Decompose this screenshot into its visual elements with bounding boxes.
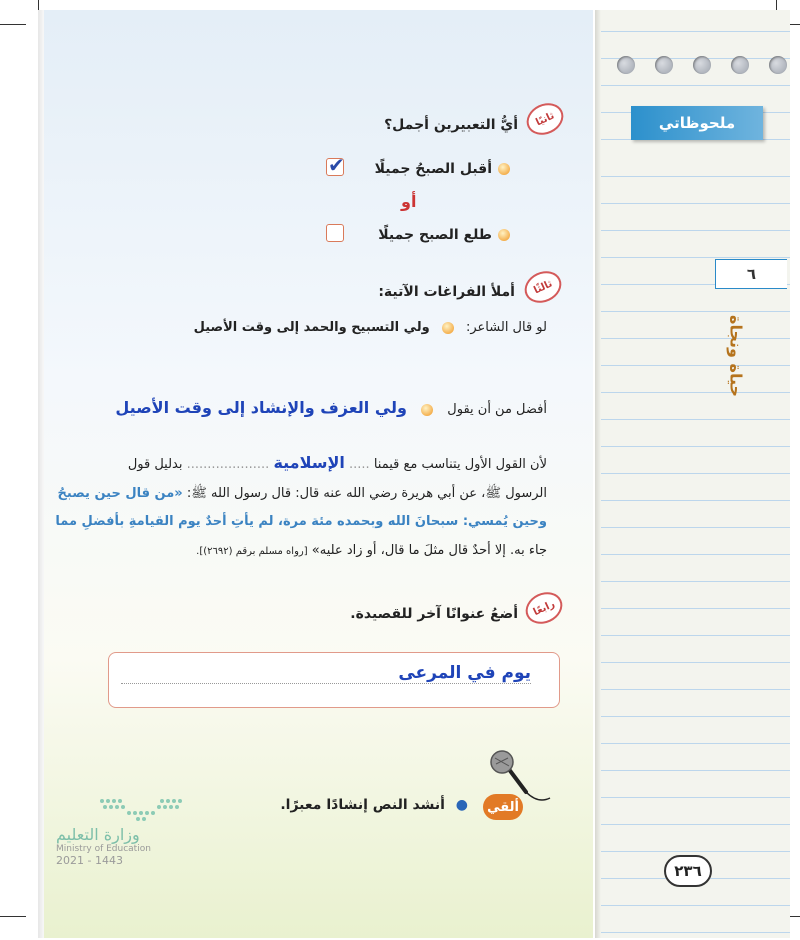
binder-holes	[617, 56, 787, 74]
hadith-end: جاء به. إلا أحدٌ قال مثلَ ما قال، أو زاد عليه»	[311, 543, 547, 558]
bullet-icon	[421, 404, 433, 416]
recite-badge: ألقي	[483, 794, 523, 820]
binder-hole-icon	[655, 56, 673, 74]
option-1-checkbox[interactable]	[326, 153, 345, 177]
question-badge: ثانيًا	[521, 97, 568, 140]
because-suffix: بدليل قول	[127, 457, 183, 472]
check-mark-icon: ✔	[328, 153, 345, 177]
hadith-start: «من قال حين يصبحُ	[57, 486, 183, 501]
option-2-label: طلع الصبح جميلًا	[378, 227, 492, 243]
blank-dots: ....................	[186, 457, 270, 472]
poet-prefix: لو قال الشاعر:	[465, 320, 547, 335]
poet-line	[194, 320, 547, 335]
because-line	[128, 453, 547, 472]
question-badge: رابعًا	[520, 586, 567, 629]
unit-number: ٦	[715, 259, 787, 289]
ministry-english: Ministry of Education	[56, 844, 151, 854]
binder-hole-icon	[731, 56, 749, 74]
title-answer-box[interactable]	[108, 652, 560, 708]
recite-text: أنشد النص إنشادًا معبرًا.	[280, 797, 445, 813]
hadith-line-1	[58, 485, 547, 504]
option-2	[378, 227, 510, 243]
poet-verse: ولي التسبيح والحمد إلى وقت الأصيل	[193, 320, 430, 335]
better-answer: ولي العزف والإنشاد إلى وقت الأصيل	[115, 398, 407, 417]
hadith-line-2: وحين يُمسي: سبحانَ الله وبحمده مئة مرة، لم يأتِ أحدٌ يوم القيامةِ بأفضلِ مما	[55, 514, 547, 529]
ministry-logo	[56, 795, 186, 867]
blank-dots: .....	[349, 457, 370, 472]
page-number: ٢٣٦	[664, 855, 712, 887]
option-1-label: أقبل الصبحُ جميلًا	[374, 161, 492, 177]
ministry-arabic: وزارة التعليم	[56, 825, 140, 844]
hadith-citation: [رواه مسلم برقم (٢٦٩٢)].	[196, 546, 308, 557]
binder-hole-icon	[693, 56, 711, 74]
bullet-icon	[498, 229, 510, 241]
crop-mark	[0, 24, 26, 25]
or-word: أو	[401, 192, 417, 211]
option-1	[375, 161, 510, 177]
crop-mark	[0, 916, 26, 917]
bullet-icon	[442, 322, 454, 334]
better-line	[115, 398, 547, 417]
binder-hole-icon	[769, 56, 787, 74]
title-answer: يوم في المرعى	[398, 663, 531, 683]
bullet-icon	[498, 163, 510, 175]
answer-dotted-line	[121, 683, 531, 684]
notes-tab: ملحوظاتي	[631, 106, 763, 140]
binder-hole-icon	[617, 56, 635, 74]
better-prefix: أفضل من أن يقول	[447, 402, 547, 417]
question-badge: ثالثًا	[519, 265, 566, 308]
hadith-intro: الرسول ﷺ، عن أبي هريرة رضي الله عنه قال: قال رسول الله ﷺ:	[186, 486, 547, 501]
question-text: أضعُ عنوانًا آخر للقصيدة.	[350, 606, 518, 622]
ministry-emblem-icon	[96, 795, 186, 825]
because-answer: الإسلامية	[273, 453, 345, 472]
ministry-year: 2021 - 1443	[56, 854, 123, 867]
option-2-checkbox[interactable]	[326, 224, 344, 242]
hadith-line-3	[196, 543, 547, 558]
bullet-icon: ●	[455, 797, 468, 813]
question-text: أيُّ التعبيرين أجمل؟	[384, 117, 518, 133]
notes-column	[595, 10, 790, 938]
because-prefix: لأن القول الأول يتناسب مع قيمنا	[373, 457, 547, 472]
question-text: أملأ الفراغات الآتية:	[378, 284, 515, 300]
unit-title: حياة ونجاة	[726, 314, 746, 398]
recite-line	[280, 797, 468, 813]
